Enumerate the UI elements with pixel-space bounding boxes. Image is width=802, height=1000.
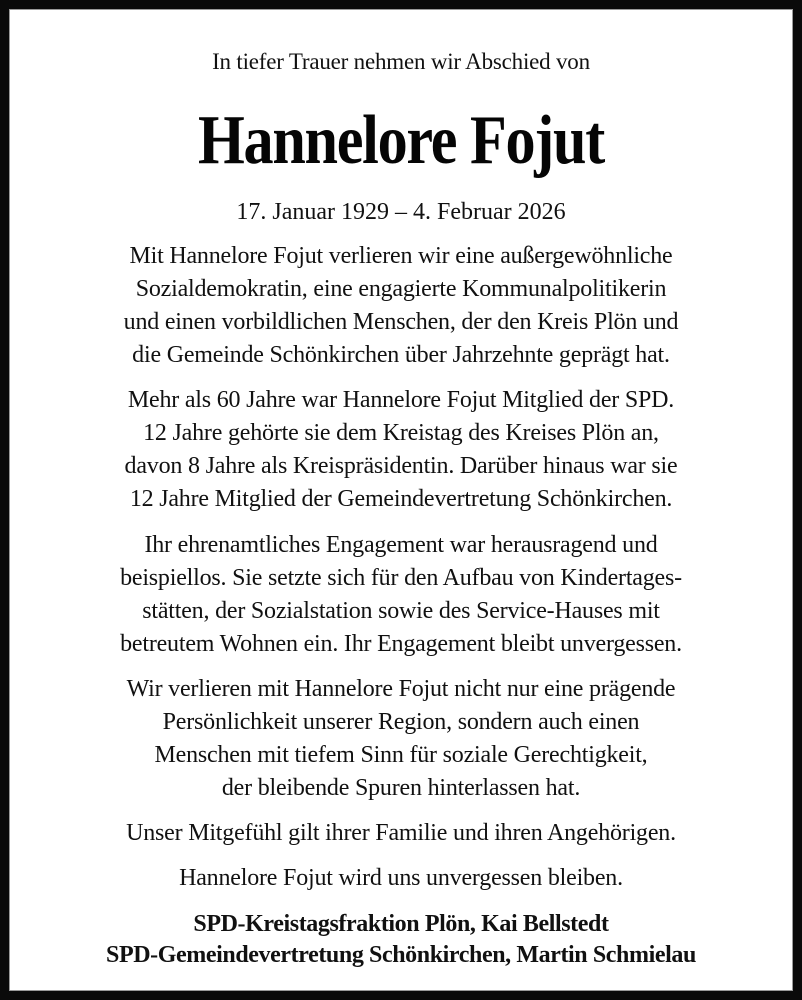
paragraph-line: Ihr ehrenamtliches Engagement war herausragend und [144, 532, 658, 558]
paragraph-line: Mit Hannelore Fojut verlieren wir eine außergewöhnliche [129, 243, 673, 269]
life-dates: 17. Januar 1929 – 4. Februar 2026 [236, 199, 566, 225]
paragraph-remembrance [29, 862, 773, 895]
signature-gemeindevertretung: SPD-Gemeindevertretung Schönkirchen, Martin Schmielau [106, 942, 696, 968]
paragraph-condolence [29, 817, 773, 850]
paragraph-line: Menschen mit tiefem Sinn für soziale Gerechtigkeit, [154, 742, 648, 768]
paragraph-engagement [29, 529, 773, 661]
paragraph-line: Sozialdemokratin, eine engagierte Kommunalpolitikerin [135, 276, 667, 302]
signature-kreistagsfraktion: SPD-Kreistagsfraktion Plön, Kai Bellstedt [193, 911, 609, 937]
paragraph-line: die Gemeinde Schönkirchen über Jahrzehnte geprägt hat. [132, 342, 670, 368]
paragraph-line: beispiellos. Sie setzte sich für den Aufbau von Kindertages- [120, 565, 682, 591]
signatures [19, 909, 783, 971]
paragraph-line: Wir verlieren mit Hannelore Fojut nicht nur eine prägende [126, 676, 676, 702]
paragraph-line: stätten, der Sozialstation sowie des Service-Hauses mit [142, 598, 660, 624]
paragraph-line: betreutem Wohnen ein. Ihr Engagement bleibt unvergessen. [120, 631, 682, 657]
paragraph-line: 12 Jahre Mitglied der Gemeindevertretung Schönkirchen. [129, 486, 673, 512]
paragraph-line: 12 Jahre gehörte sie dem Kreistag des Kreises Plön an, [143, 420, 659, 446]
paragraph-line: Mehr als 60 Jahre war Hannelore Fojut Mitglied der SPD. [127, 387, 675, 413]
paragraph-legacy [29, 673, 773, 805]
paragraph-line: der bleibende Spuren hinterlassen hat. [221, 775, 581, 801]
paragraph-line: davon 8 Jahre als Kreispräsidentin. Darüber hinaus war sie [124, 453, 678, 479]
paragraph-line: Hannelore Fojut wird uns unvergessen bleiben. [179, 865, 623, 891]
paragraph-line: und einen vorbildlichen Menschen, der den Kreis Plön und [123, 309, 679, 335]
paragraph-career [29, 384, 773, 516]
paragraph-line: Unser Mitgefühl gilt ihrer Familie und ihren Angehörigen. [126, 820, 676, 846]
paragraph-tribute [29, 240, 773, 372]
paragraph-line: Persönlichkeit unserer Region, sondern auch einen [162, 709, 640, 735]
deceased-name: Hannelore Fojut [198, 102, 604, 179]
intro-line: In tiefer Trauer nehmen wir Abschied von [212, 49, 590, 74]
